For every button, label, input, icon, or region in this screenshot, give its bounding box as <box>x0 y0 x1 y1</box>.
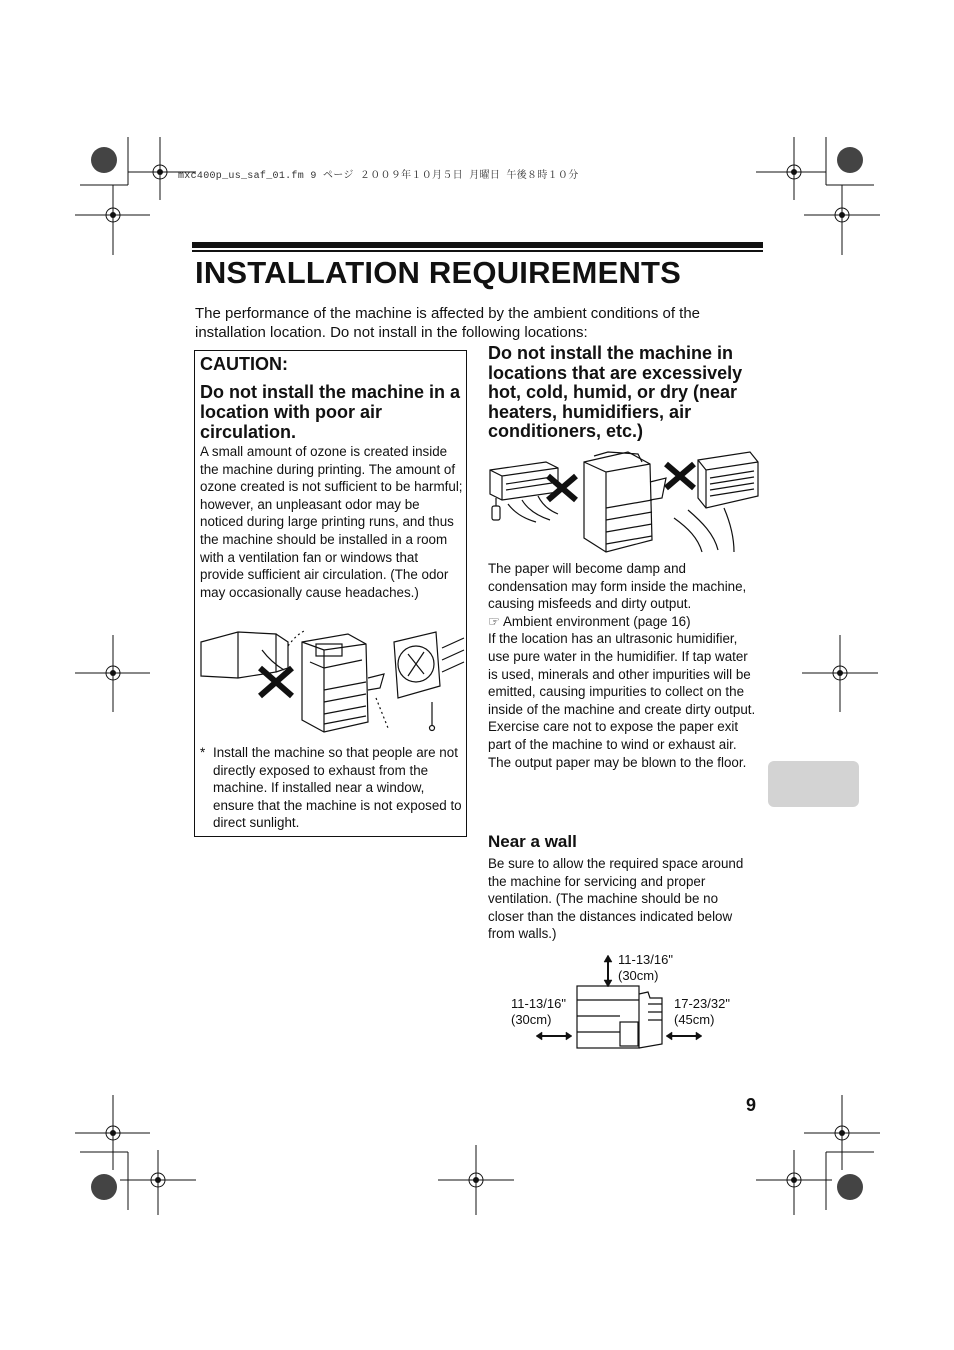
near-wall-body: Be sure to allow the required space around the machine for servicing and proper ventilation. (The machine should be no closer than the distances indicated below from walls.) <box>488 856 744 942</box>
caution-note <box>200 744 464 832</box>
climate-para-1: The paper will become damp and condensation may form inside the machine, causing misfeeds and dirty output. <box>488 561 747 612</box>
title-rule-thin <box>192 250 763 252</box>
clearance-top-inches: 11-13/16" <box>618 952 673 967</box>
note-marker: * <box>200 745 206 760</box>
clearance-left-label <box>511 996 566 1028</box>
caution-heading: Do not install the machine in a location with poor air circulation. <box>200 382 461 442</box>
file-header: mxc400p_us_saf_01.fm 9 ページ ２００９年１０月５日 月曜日 午後８時１０分 <box>178 171 579 182</box>
page-title: INSTALLATION REQUIREMENTS <box>195 255 682 290</box>
note-text: Install the machine so that people are not directly exposed to exhaust from the machine. If installed near a window, ensure that the machine is not exposed to direct sunlight. <box>213 745 462 831</box>
clearance-arrow-right <box>664 1028 704 1044</box>
clearance-right-cm: (45cm) <box>674 1012 715 1027</box>
climate-reference <box>488 613 758 631</box>
climate-para-2: If the location has an ultrasonic humidifier, use pure water in the humidifier. If tap water is used, minerals and other impurities will be emitted, causing impurities to collect on the inside of the machine and create dirty output. <box>488 631 756 717</box>
climate-heading: Do not install the machine in locations that are excessively hot, cold, humid, or dry (near heaters, humidifiers, air conditioners, etc.) <box>488 343 743 442</box>
chapter-tab <box>768 761 859 807</box>
clearance-left-inches: 11-13/16" <box>511 996 566 1011</box>
clearance-left-cm: (30cm) <box>511 1012 552 1027</box>
clearance-top-label <box>618 952 673 984</box>
clearance-right-inches: 17-23/32" <box>674 996 730 1011</box>
clearance-top-cm: (30cm) <box>618 968 659 983</box>
title-rule <box>192 242 763 248</box>
reference-link[interactable]: Ambient environment (page 16) <box>503 613 691 629</box>
climate-illustration <box>488 448 760 556</box>
climate-para-3: Exercise care not to expose the paper exit part of the machine to wind or exhaust air. The output paper may be blown to the floor. <box>488 719 747 770</box>
near-wall-heading: Near a wall <box>488 832 577 851</box>
climate-body <box>488 560 758 771</box>
clearance-right-label <box>674 996 730 1028</box>
page-number: 9 <box>746 1095 757 1115</box>
caution-body: A small amount of ozone is created inside the machine during printing. The amount of ozone created is not sufficient to be harmful; however, an unpleasant odor may be noticed during large printing runs, and thus the machine should be installed in a room with a ventilation fan or windows that provide sufficient air circulation. (The odor may occasionally cause headaches.) <box>200 444 463 600</box>
ventilation-illustration <box>198 628 466 736</box>
reference-hand-icon: ☞ <box>488 613 501 629</box>
intro-text: The performance of the machine is affected by the ambient conditions of the installation location. Do not install in the following locations: <box>195 305 701 341</box>
caution-label: CAUTION: <box>200 354 288 374</box>
